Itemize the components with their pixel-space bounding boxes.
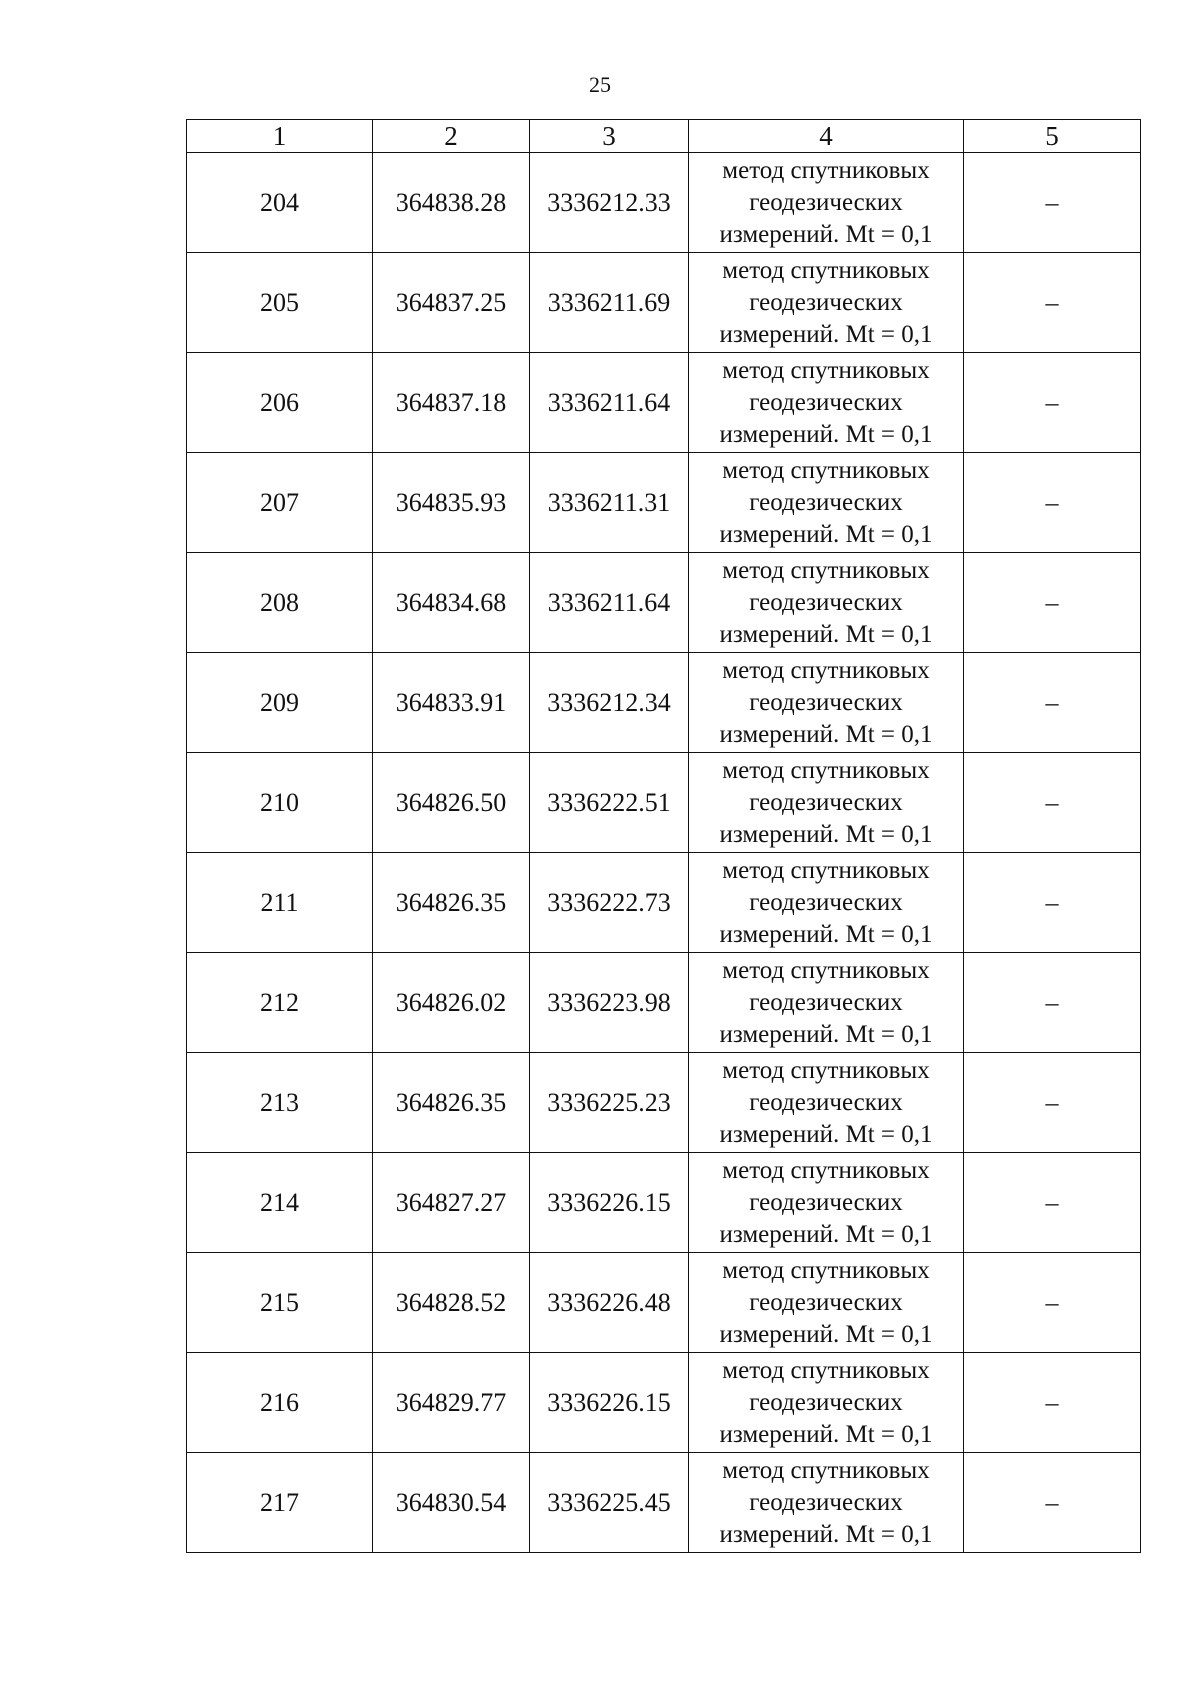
note-cell: –: [964, 253, 1141, 353]
coordinates-table: [186, 119, 1141, 1553]
method-cell: [689, 853, 964, 953]
point-number-cell: 207: [187, 453, 373, 553]
header-col-4: 4: [689, 120, 964, 153]
y-coordinate-cell: 3336222.73: [530, 853, 689, 953]
y-coordinate-cell: 3336211.69: [530, 253, 689, 353]
method-line: метод спутниковых: [722, 756, 930, 784]
table-header: [187, 120, 1141, 153]
method-line: метод спутниковых: [722, 856, 930, 884]
x-coordinate-cell: 364826.35: [373, 853, 530, 953]
header-col-5: 5: [964, 120, 1141, 153]
method-cell: [689, 253, 964, 353]
method-line: метод спутниковых: [722, 256, 930, 284]
table-row: [187, 553, 1141, 653]
table-row: [187, 453, 1141, 553]
method-line: геодезических: [749, 188, 903, 216]
table-row: [187, 353, 1141, 453]
x-coordinate-cell: 364835.93: [373, 453, 530, 553]
method-line: измерений. Mt = 0,1: [719, 520, 933, 548]
x-coordinate-cell: 364838.28: [373, 153, 530, 253]
x-coordinate-cell: 364830.54: [373, 1453, 530, 1553]
table-row: [187, 1153, 1141, 1253]
table-row: [187, 253, 1141, 353]
method-line: измерений. Mt = 0,1: [719, 320, 933, 348]
x-coordinate-cell: 364834.68: [373, 553, 530, 653]
note-cell: –: [964, 653, 1141, 753]
method-line: геодезических: [749, 1388, 903, 1416]
point-number-cell: 217: [187, 1453, 373, 1553]
point-number-cell: 206: [187, 353, 373, 453]
x-coordinate-cell: 364826.35: [373, 1053, 530, 1153]
note-cell: –: [964, 1353, 1141, 1453]
method-line: измерений. Mt = 0,1: [719, 920, 933, 948]
method-line: геодезических: [749, 388, 903, 416]
method-line: метод спутниковых: [722, 156, 930, 184]
y-coordinate-cell: 3336225.23: [530, 1053, 689, 1153]
point-number-cell: 213: [187, 1053, 373, 1153]
method-cell: [689, 353, 964, 453]
method-cell: [689, 1153, 964, 1253]
method-line: измерений. Mt = 0,1: [719, 1220, 933, 1248]
method-line: геодезических: [749, 1088, 903, 1116]
note-cell: –: [964, 553, 1141, 653]
y-coordinate-cell: 3336226.48: [530, 1253, 689, 1353]
method-line: геодезических: [749, 788, 903, 816]
y-coordinate-cell: 3336211.31: [530, 453, 689, 553]
point-number-cell: 214: [187, 1153, 373, 1253]
point-number-cell: 204: [187, 153, 373, 253]
x-coordinate-cell: 364829.77: [373, 1353, 530, 1453]
method-cell: [689, 453, 964, 553]
method-line: метод спутниковых: [722, 956, 930, 984]
x-coordinate-cell: 364828.52: [373, 1253, 530, 1353]
method-line: геодезических: [749, 288, 903, 316]
table-row: [187, 653, 1141, 753]
table-row: [187, 1353, 1141, 1453]
point-number-cell: 208: [187, 553, 373, 653]
point-number-cell: 211: [187, 853, 373, 953]
method-line: метод спутниковых: [722, 556, 930, 584]
method-line: измерений. Mt = 0,1: [719, 1120, 933, 1148]
method-line: измерений. Mt = 0,1: [719, 620, 933, 648]
method-line: метод спутниковых: [722, 356, 930, 384]
method-line: геодезических: [749, 888, 903, 916]
y-coordinate-cell: 3336212.34: [530, 653, 689, 753]
note-cell: –: [964, 153, 1141, 253]
y-coordinate-cell: 3336212.33: [530, 153, 689, 253]
method-line: метод спутниковых: [722, 1156, 930, 1184]
method-line: геодезических: [749, 1188, 903, 1216]
y-coordinate-cell: 3336211.64: [530, 353, 689, 453]
method-line: метод спутниковых: [722, 1456, 930, 1484]
y-coordinate-cell: 3336222.51: [530, 753, 689, 853]
method-line: измерений. Mt = 0,1: [719, 820, 933, 848]
table-row: [187, 953, 1141, 1053]
header-row: [187, 120, 1141, 153]
point-number-cell: 216: [187, 1353, 373, 1453]
method-line: геодезических: [749, 588, 903, 616]
note-cell: –: [964, 953, 1141, 1053]
method-cell: [689, 1353, 964, 1453]
table-row: [187, 1053, 1141, 1153]
note-cell: –: [964, 753, 1141, 853]
method-line: геодезических: [749, 1488, 903, 1516]
method-line: метод спутниковых: [722, 1256, 930, 1284]
point-number-cell: 205: [187, 253, 373, 353]
table-row: [187, 1253, 1141, 1353]
method-line: геодезических: [749, 688, 903, 716]
method-cell: [689, 753, 964, 853]
method-line: измерений. Mt = 0,1: [719, 1520, 933, 1548]
y-coordinate-cell: 3336211.64: [530, 553, 689, 653]
note-cell: –: [964, 1253, 1141, 1353]
method-cell: [689, 953, 964, 1053]
point-number-cell: 209: [187, 653, 373, 753]
point-number-cell: 210: [187, 753, 373, 853]
header-col-1: 1: [187, 120, 373, 153]
method-cell: [689, 1253, 964, 1353]
method-line: измерений. Mt = 0,1: [719, 1020, 933, 1048]
method-cell: [689, 553, 964, 653]
x-coordinate-cell: 364826.02: [373, 953, 530, 1053]
method-cell: [689, 153, 964, 253]
note-cell: –: [964, 1053, 1141, 1153]
note-cell: –: [964, 853, 1141, 953]
point-number-cell: 212: [187, 953, 373, 1053]
method-line: измерений. Mt = 0,1: [719, 1420, 933, 1448]
header-col-3: 3: [530, 120, 689, 153]
note-cell: –: [964, 1453, 1141, 1553]
page-number: 25: [589, 72, 611, 97]
method-line: измерений. Mt = 0,1: [719, 1320, 933, 1348]
method-cell: [689, 1453, 964, 1553]
table-body: [187, 153, 1141, 1553]
method-line: метод спутниковых: [722, 1056, 930, 1084]
method-line: измерений. Mt = 0,1: [719, 720, 933, 748]
point-number-cell: 215: [187, 1253, 373, 1353]
method-line: метод спутниковых: [722, 656, 930, 684]
y-coordinate-cell: 3336225.45: [530, 1453, 689, 1553]
method-cell: [689, 653, 964, 753]
y-coordinate-cell: 3336223.98: [530, 953, 689, 1053]
method-line: геодезических: [749, 1288, 903, 1316]
x-coordinate-cell: 364837.18: [373, 353, 530, 453]
x-coordinate-cell: 364827.27: [373, 1153, 530, 1253]
method-line: метод спутниковых: [722, 1356, 930, 1384]
method-line: геодезических: [749, 488, 903, 516]
method-line: геодезических: [749, 988, 903, 1016]
note-cell: –: [964, 453, 1141, 553]
table-row: [187, 753, 1141, 853]
x-coordinate-cell: 364833.91: [373, 653, 530, 753]
x-coordinate-cell: 364837.25: [373, 253, 530, 353]
method-cell: [689, 1053, 964, 1153]
method-line: метод спутниковых: [722, 456, 930, 484]
table-row: [187, 153, 1141, 253]
table-row: [187, 853, 1141, 953]
header-col-2: 2: [373, 120, 530, 153]
x-coordinate-cell: 364826.50: [373, 753, 530, 853]
note-cell: –: [964, 353, 1141, 453]
y-coordinate-cell: 3336226.15: [530, 1153, 689, 1253]
method-line: измерений. Mt = 0,1: [719, 420, 933, 448]
note-cell: –: [964, 1153, 1141, 1253]
y-coordinate-cell: 3336226.15: [530, 1353, 689, 1453]
method-line: измерений. Mt = 0,1: [719, 220, 933, 248]
table-row: [187, 1453, 1141, 1553]
